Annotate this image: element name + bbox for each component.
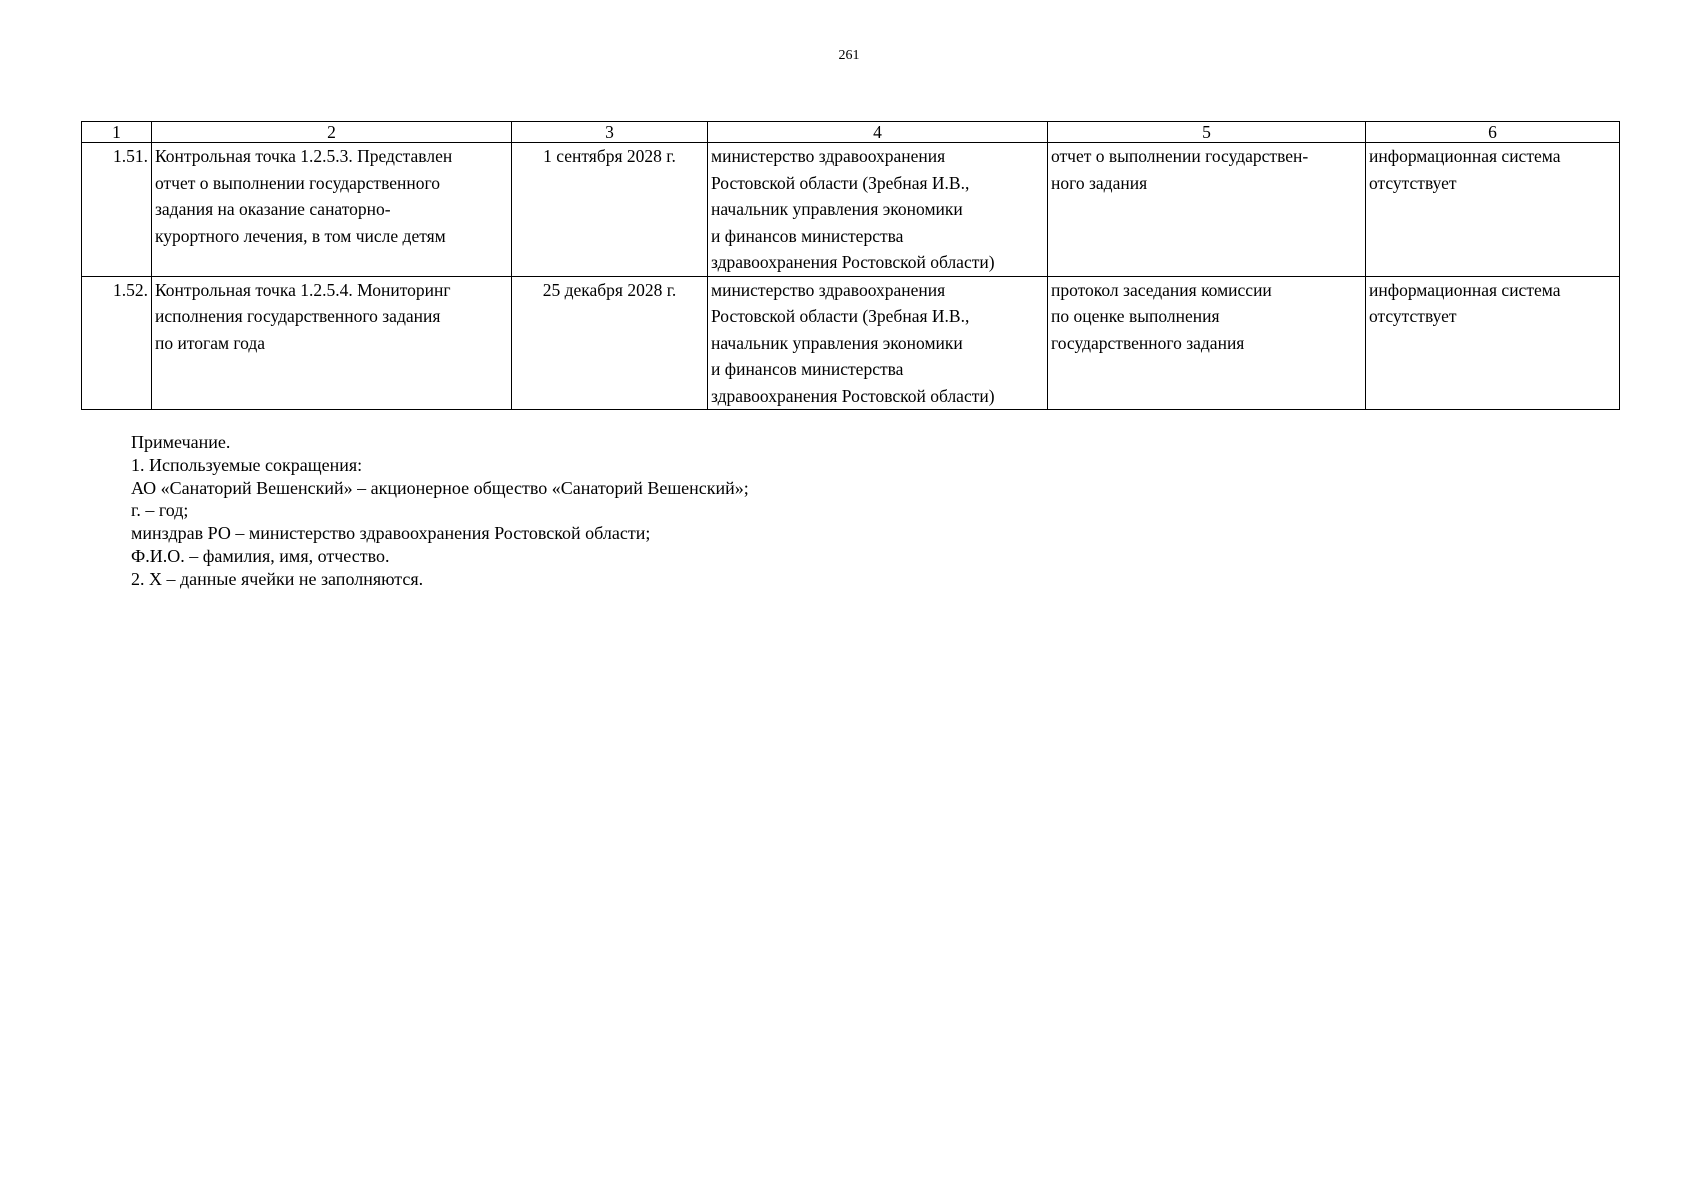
column-header-4: 4 <box>708 122 1048 143</box>
note-line: г. – год; <box>131 500 189 521</box>
column-header-3: 3 <box>512 122 708 143</box>
table-row <box>82 143 1620 277</box>
row-date: 1 сентября 2028 г. <box>512 143 708 277</box>
row-responsible: министерство здравоохранения Ростовской области (Зребная И.В., начальник управления экономики и финансов министерства здравоохранения Ростовской области) <box>708 276 1048 410</box>
page-number: 261 <box>838 48 860 63</box>
row-document: протокол заседания комиссии по оценке выполнения государственного задания <box>1048 276 1366 410</box>
row-responsible: министерство здравоохранения Ростовской области (Зребная И.В., начальник управления экономики и финансов министерства здравоохранения Ростовской области) <box>708 143 1048 277</box>
notes-title: Примечание. <box>131 432 231 452</box>
note-line: АО «Санаторий Вешенский» – акционерное общество «Санаторий Вешенский»; <box>131 477 749 498</box>
note-line: 2. Х – данные ячейки не заполняются. <box>131 568 424 589</box>
column-header-6: 6 <box>1366 122 1620 143</box>
column-header-2: 2 <box>152 122 512 143</box>
row-document: отчет о выполнении государствен- ного задания <box>1048 143 1366 277</box>
table-row <box>82 276 1620 410</box>
row-date: 25 декабря 2028 г. <box>512 276 708 410</box>
row-description: Контрольная точка 1.2.5.3. Представлен отчет о выполнении государственного задания на оказание санаторно- курортного лечения, в том числе детям <box>152 143 512 277</box>
column-header-1: 1 <box>82 122 152 143</box>
row-number: 1.51. <box>82 143 152 277</box>
table-header-row <box>82 122 1620 143</box>
note-line: 1. Используемые сокращения: <box>131 454 363 475</box>
row-info-system: информационная система отсутствует <box>1366 143 1620 277</box>
plan-table <box>81 121 1620 410</box>
note-line: минздрав РО – министерство здравоохранения Ростовской области; <box>131 523 651 544</box>
row-number: 1.52. <box>82 276 152 410</box>
note-line: Ф.И.О. – фамилия, имя, отчество. <box>131 545 390 566</box>
column-header-5: 5 <box>1048 122 1366 143</box>
row-info-system: информационная система отсутствует <box>1366 276 1620 410</box>
notes-section <box>131 431 749 591</box>
row-description: Контрольная точка 1.2.5.4. Мониторинг исполнения государственного задания по итогам года <box>152 276 512 410</box>
